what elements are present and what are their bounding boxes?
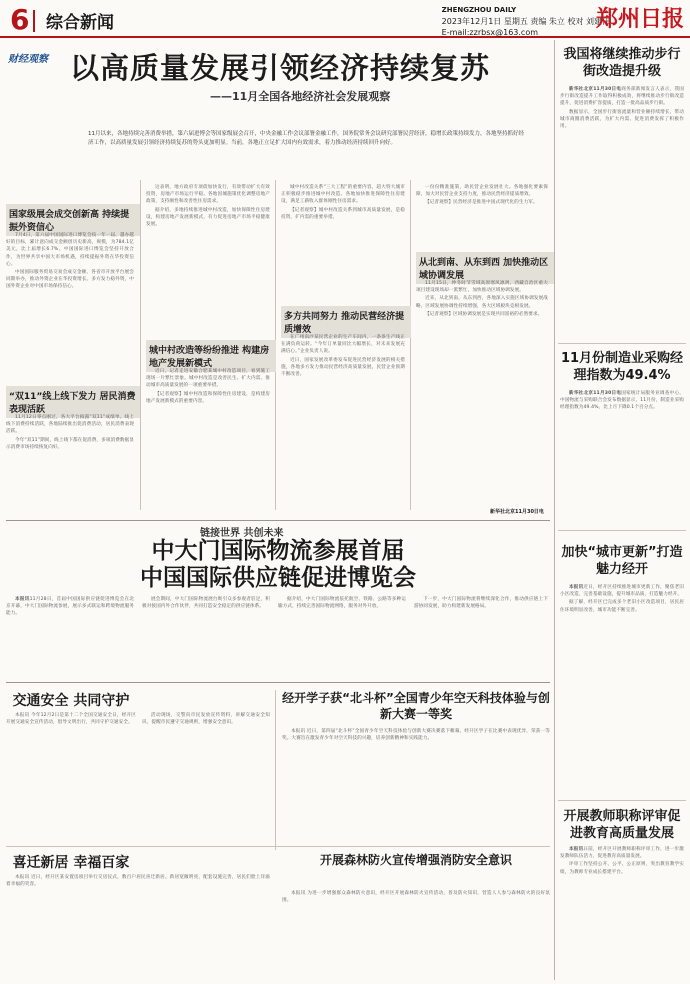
mid-byline: 本报讯	[15, 597, 30, 602]
r2-title: 11月份制造业采购经理指数为49.4%	[560, 351, 684, 383]
r3-text: 本报讯近日，经开区持续推进城市更新工作，聚焦老旧小区改造，完善基础设施，提升城市品质，打造魅力经开。 据了解，经开区已完成多个老旧小区改造项目，居民居住环境明显改善，城市功能不断完善。	[560, 585, 684, 613]
col2-text-a: 这表明，地方政府专项债加快发行，有效带动扩大有效投资，房地产市场运行平稳。各地因城施策优化调整房地产政策，支持刚性和改善性住房需求。 据介绍，多地持续推进城中村改造，加快保障性住房建设，构建房地产发展新模式，有力促进房地产市场平稳健康发展。	[146, 185, 270, 228]
r2-byline: 新华社北京11月30日电	[569, 391, 622, 396]
email: E-mail:zzrbsx@163.com	[441, 28, 538, 37]
col3-text-b: 在广州南沙某民营企业的生产车间内，一条条生产线正在满负荷运转。“今年订单量同比大幅增长，对未来发展充满信心。”企业负责人说。 近日，国家发展改革委发布促进民营经济发展的相关措施，各地多方发力推动民营经济高质量发展。民营企业预期不断改善。	[281, 335, 405, 378]
p1-title: 交通安全 共同守护	[12, 693, 130, 709]
p1-text: 本报讯 今年12月2日是第十二个全国交通安全日，经开区开展交通安全宣传活动，倡导文明出行，共同守护交通安全。	[6, 713, 136, 726]
col-line-3	[410, 180, 411, 510]
paper-name: 郑州日报	[595, 6, 684, 32]
r1-byline: 新华社北京11月30日电	[569, 87, 622, 92]
p3-title: 喜迁新居 幸福百家	[12, 855, 130, 871]
p3-text: 本报讯 近日，经开区某安置房项目举行交房仪式，数百户居民喜迁新居。新居宽敞明亮，配套设施完善，居民们脸上洋溢着幸福的笑容。	[6, 875, 270, 888]
mid-headline-1: 中大门国际物流参展首届	[151, 538, 405, 564]
p4-title: 开展森林防火宣传增强消防安全意识	[319, 853, 512, 867]
r4-text: 本报讯日前，经开区开展教师职称评审工作，进一步激发教师队伍活力，促进教育高质量发展。 评审工作坚持公开、公平、公正原则，突出教育教学实绩，为教师专业成长搭建平台。	[560, 847, 684, 875]
header-meta	[442, 5, 610, 38]
mid-headline-2: 中国国际供应链促进博览会	[140, 565, 416, 591]
box-title-5: 从北到南、从东到西 加快推动区域协调发展	[416, 252, 554, 284]
mid-top-rule	[6, 520, 550, 521]
r1-divider	[558, 343, 686, 344]
meta-line: ZHENGZHOU DAILY	[441, 6, 517, 14]
main-lead: 11月以来，各地持续完善消费举措，第六届进博会等国家级展会召开，中央金融工作会议部署金融工作，国务院常务会议研究部署民营经济，稳增长政策持续发力，各地坚持抓好经济工作，以高质量发展引领经济持续复苏的势头更加明显。当前，各地正立足扩大国内有效需求，着力推动经济持续回升向好。	[88, 131, 525, 146]
r2-text: 新华社北京11月30日电国家统计局服务业调查中心、中国物流与采购联合会发布数据显示，11月份，制造业采购经理指数为49.4%，比上月下降0.1个百分点。	[560, 391, 684, 411]
r3-title: 加快“城市更新”打造魅力经开	[561, 545, 683, 577]
mid-kicker: 链接世界 共创未来	[200, 528, 284, 539]
col2-text-b: 近日，记者走进安徽合肥某城中村改造项目，看到施工现场一片繁忙景象。城中村改造是改善民生、扩大内需、推动城市高质量发展的一项重要举措。 【记者观察】城中村改造和保障性住房建设，是构建房地产发展新模式的重要内容。	[146, 369, 270, 404]
main-subheadline: ——11月全国各地经济社会发展观察	[210, 90, 391, 103]
p2-title: 经开学子获“北斗杯”全国青少年空天科技体验与创新大赛一等奖	[282, 691, 550, 721]
r3-byline: 本报讯	[569, 585, 584, 590]
p1-text-b: 活动现场，交警向市民发放宣传资料，讲解交通安全知识，提醒市民遵守交通规则，增强安全意识。	[142, 713, 270, 726]
r1-title: 我国将继续推动步行街改造提升级	[563, 47, 681, 79]
r3-divider	[558, 800, 686, 801]
col4-text-a: 一份份精准施策，助民营企业发展壮大。各地强化要素保障，加大对民营企业支持力度，推动民营经济提质增效。 【记者观察】民营经济是推进中国式现代化的生力军。	[416, 185, 548, 206]
mid-text-2: 展会期间，中大门国际物流展台吸引众多参观者驻足，积极对接国内外合作伙伴，共同打造安全稳定的供应链体系。	[142, 597, 270, 610]
column-tag-text: 财经观察	[8, 54, 48, 65]
date-line: 2023年12月1日 星期五 责编 朱立 校对 刘建伟	[441, 17, 610, 26]
mid-text-3: 据介绍，中大门国际物流依托航空、铁路、公路等多种运输方式，持续完善国际物流网络，服务对外开放。	[278, 597, 406, 610]
col1-text-b: 11月12日零点刚过，各大平台披露“双11”成绩单。线上线下消费持续活跃，各地陆续推出促消费活动，居民消费表现活跃。 今年“双11”期间，线上线下都在促消费，多项消费数据显示消费市场持续恢复向好。	[6, 415, 134, 450]
bottom-divider	[6, 846, 550, 847]
p4-text: 本报讯 为进一步增强群众森林防火意识，经开区开展森林防火宣传活动，普及防火知识，营造人人参与森林防火的良好氛围。	[282, 891, 550, 904]
main-headline: 以高质量发展引领经济持续复苏	[70, 51, 491, 85]
header-divider	[33, 10, 35, 32]
r4-title: 开展教师职称评审促进教育高质量发展	[563, 809, 681, 841]
p2-text: 本报讯 近日，第四届“北斗杯”全国青少年空天科技体验与创新大赛决赛落下帷幕，经开区学子在比赛中表现优异，荣获一等奖。大赛旨在激发青少年对空天科技的兴趣，培养创新精神和实践能力。	[282, 729, 550, 742]
section-title: 综合新闻	[46, 13, 114, 33]
box-title-2: “双11”线上线下发力 居民消费表现活跃	[6, 386, 140, 418]
col4-text-b: 11月15日，仲冬时节雪域高原寒风凛冽，西藏自治区重大项目建设现场却一派繁忙，加快推动区域协调发展。 近来，从北到南、从东到西，各地深入实施区域协调发展战略，区域发展协调性持续增强，各大区域板块竞相发展。 【记者观察】区域协调发展是实现共同富裕的必然要求。	[416, 281, 548, 317]
r4-byline: 本报讯	[569, 847, 584, 852]
mid-text-4: 下一步，中大门国际物流将继续深化合作，推动供应链上下游协同发展，助力构建新发展格局。	[414, 597, 548, 610]
mid-bottom-rule	[6, 682, 550, 683]
page-number: 6	[10, 3, 30, 36]
col1-text-a: 7月4日，第六届中国国际进口博览会按一年一届、越办越好的目标，累计意向成交金额创历史新高，规模，为784.1亿美元，比上届增长6.7%。中国国际进口博览会坚持开放合作，为世界共享中国大市场机遇，持续提振外资在华投资信心。 中国国际服务贸易交易会成交金额、各省市开放平台展会同期举办，推动外资企业在华投资增长。多方发力稳外资，中国外资企业对中国市场保持信心。	[6, 233, 134, 290]
col-line-1	[140, 180, 141, 510]
bottom-col-line	[275, 690, 276, 850]
r1-text: 新华社北京11月30日电商务部新闻发言人表示，我国步行街改造提升工作取得积极成效，将继续推动步行街改造提升，促进消费扩容提质，打造一批高品质步行街。 数据显示，全国步行街客流量和营业额持续增长，带动城市商圈消费活跃，为扩大内需、促进消费发挥了积极作用。	[560, 87, 684, 130]
col3-text-a: 城中村改造关系“三大工程”的重要内容，超大特大城市正积极稳步推进城中村改造。各地加快推进保障性住房建设，满足工薪收入群体刚性住房需求。 【记者观察】城中村改造关系到城市高质量发展，是稳投资、扩内需的重要举措。	[281, 185, 405, 220]
box-title-3: 城中村改造等纷纷推进 构建房地产发展新模式	[146, 340, 276, 372]
box-title-1: 国家级展会成交创新高 持续提振外资信心	[6, 204, 140, 236]
r1-credit: 新华社北京11月30日电	[490, 509, 544, 515]
col-line-right	[554, 40, 555, 980]
column-tag	[8, 50, 48, 65]
mid-text-1: 本报讯11月28日，首届中国国际供应链促进博览会在北京开幕，中大门国际物流参展，展示多式联运和跨境物流服务能力。	[6, 597, 134, 617]
box-title-4: 多方共同努力 推动民营经济提质增效	[281, 306, 411, 338]
r2-divider	[558, 530, 686, 531]
